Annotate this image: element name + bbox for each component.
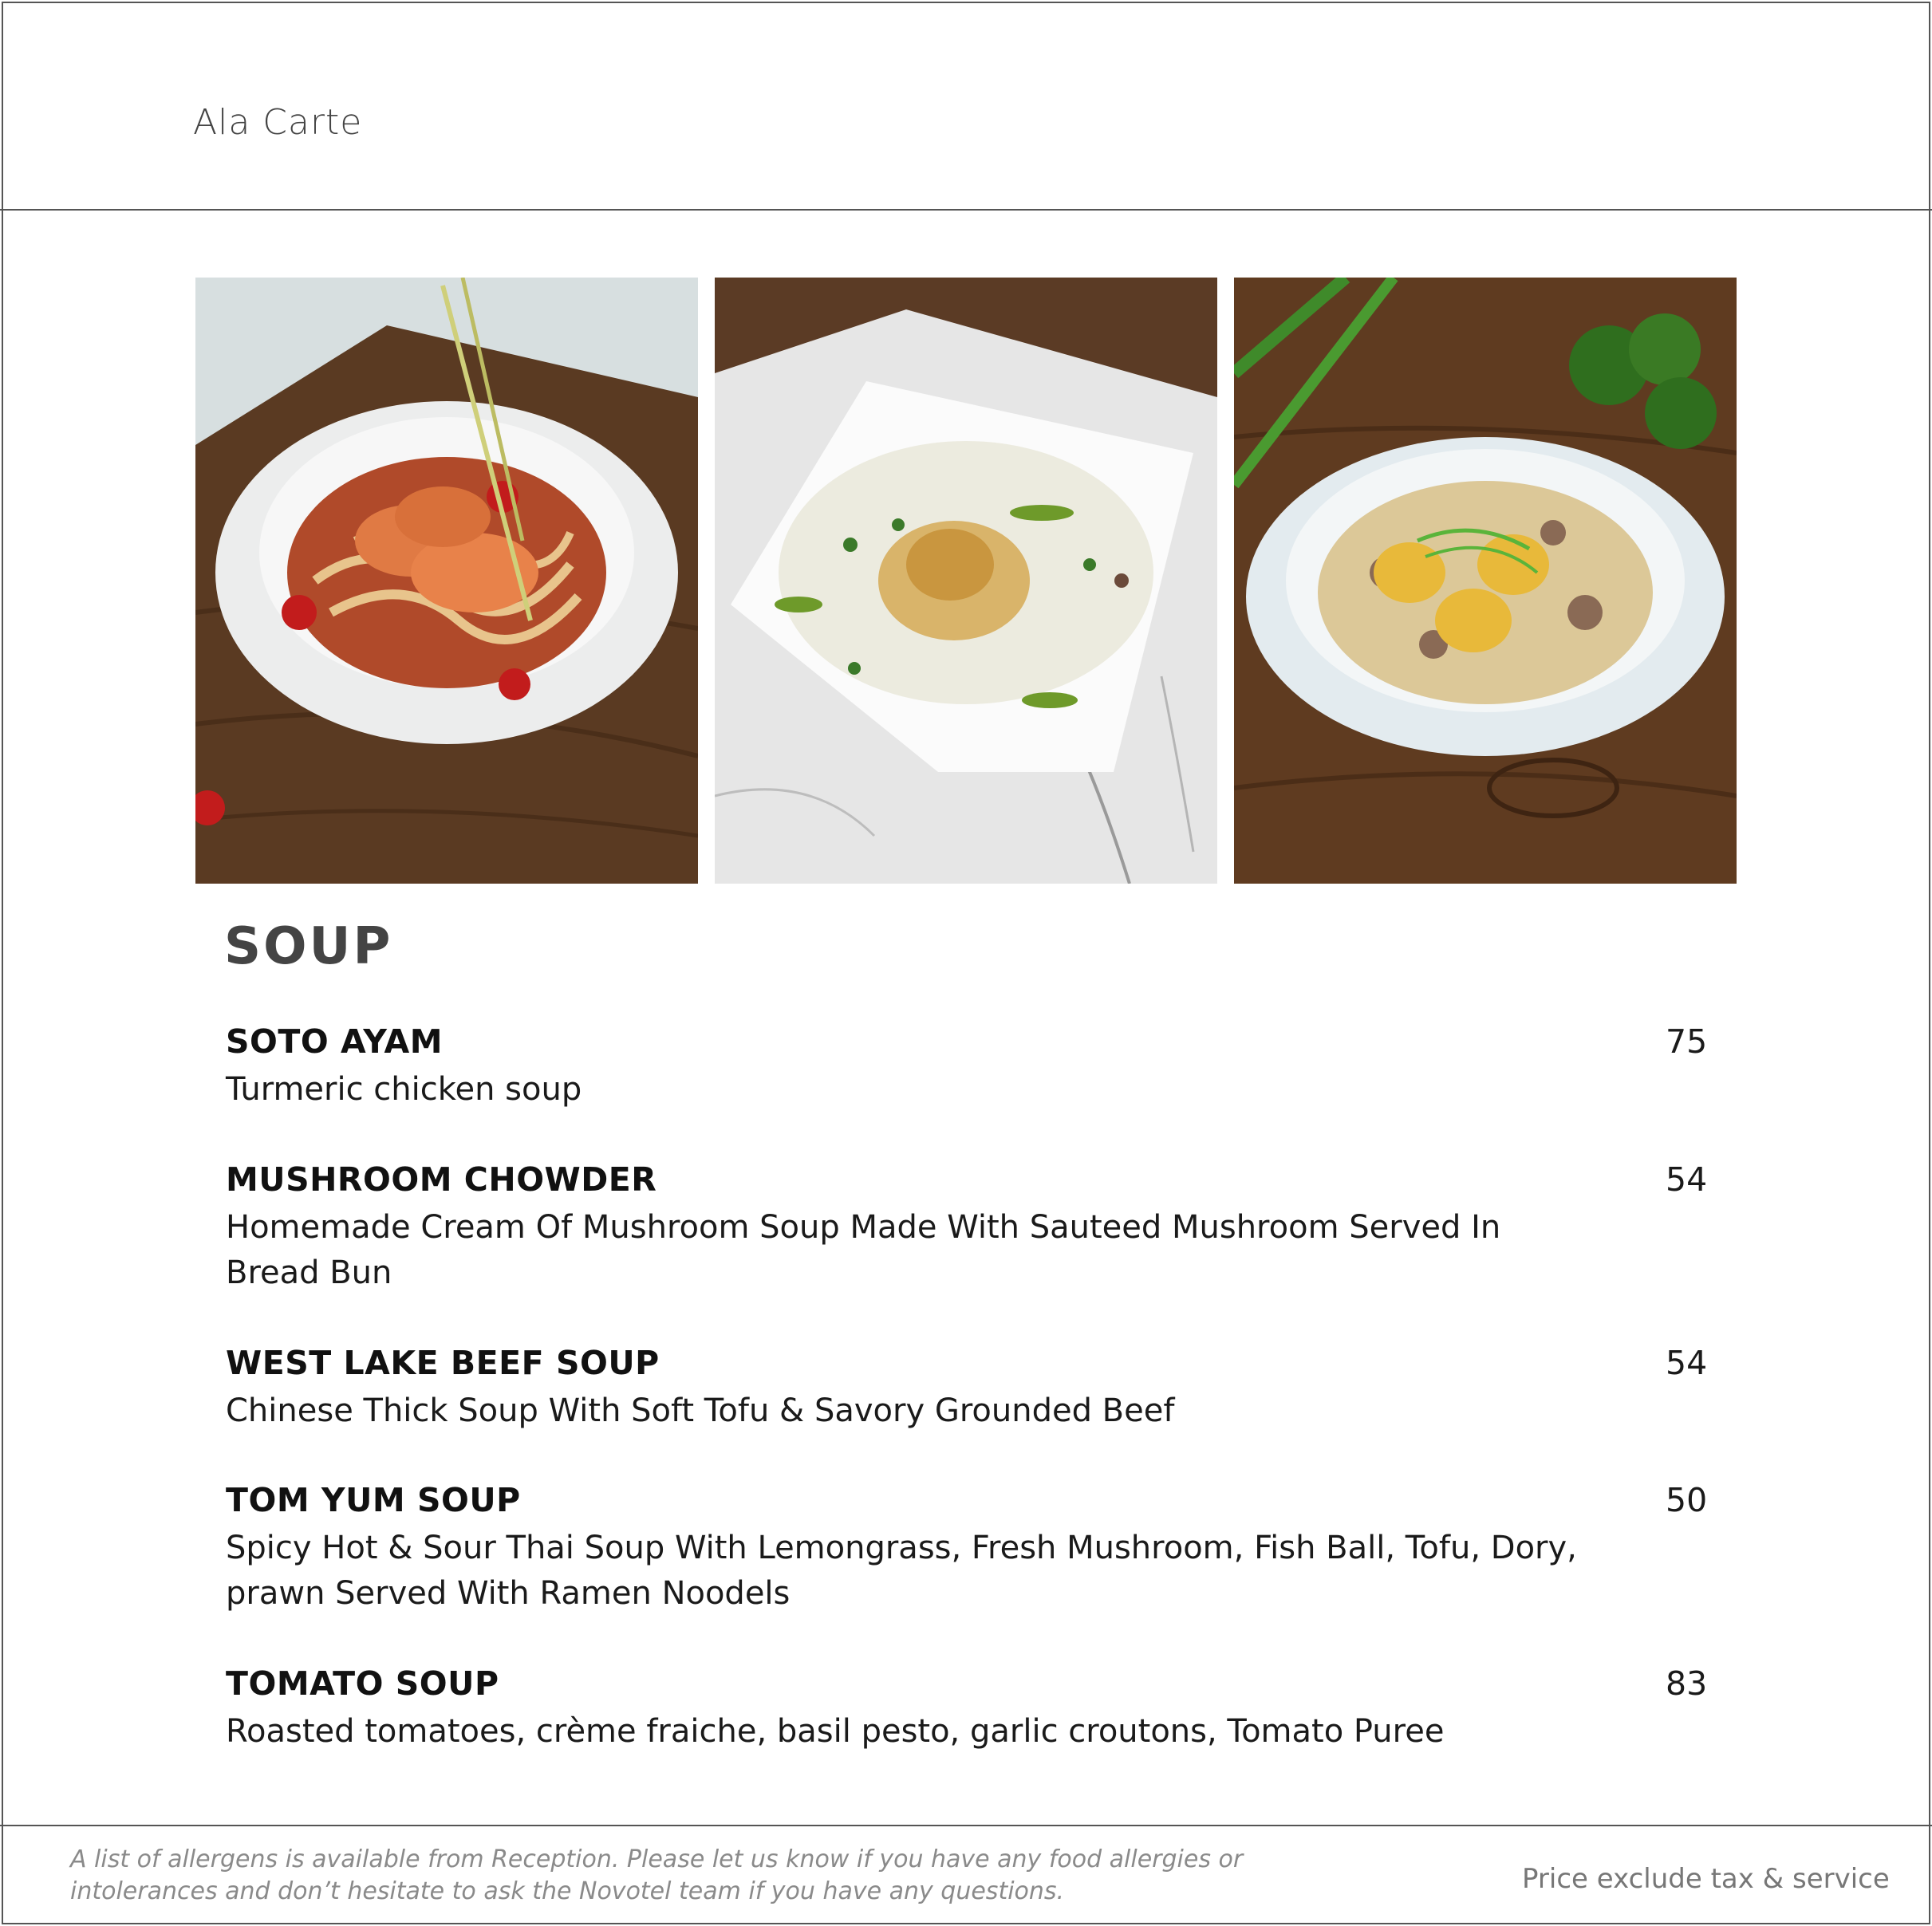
item-description: Roasted tomatoes, crème fraiche, basil pesto, garlic croutons, Tomato Puree (226, 1713, 1445, 1750)
item-price: 83 (1666, 1664, 1708, 1703)
item-description: Homemade Cream Of Mushroom Soup Made With Sauteed Mushroom Served In Bread Bun (226, 1209, 1501, 1291)
menu-item-soto-ayam (226, 1021, 1709, 1113)
west-lake-beef-soup-photo (1234, 278, 1737, 884)
menu-item-tomato-soup (226, 1663, 1709, 1755)
item-price: 75 (1666, 1022, 1708, 1061)
item-name: SOTO AYAM (226, 1022, 444, 1061)
item-price: 50 (1666, 1481, 1708, 1519)
item-name: MUSHROOM CHOWDER (226, 1160, 657, 1199)
menu-item-tom-yum-soup (226, 1479, 1709, 1617)
item-description: Chinese Thick Soup With Soft Tofu & Savory Grounded Beef (226, 1392, 1175, 1429)
allergen-note: A list of allergens is available from Reception. Please let us know if you have any food allergies or intolerances and don’t hesitate to ask the Novotel team if you have any questions. (70, 1845, 1244, 1905)
item-description: Spicy Hot & Sour Thai Soup With Lemongrass, Fresh Mushroom, Fish Ball, Tofu, Dory, prawn Served With Ramen Noodels (226, 1530, 1577, 1612)
item-price: 54 (1666, 1160, 1708, 1199)
item-name: WEST LAKE BEEF SOUP (226, 1344, 660, 1382)
header-divider (0, 209, 1932, 211)
mushroom-chowder-photo (715, 278, 1217, 884)
item-price: 54 (1666, 1344, 1708, 1382)
tom-yum-photo (195, 278, 698, 884)
section-title: SOUP (224, 917, 393, 976)
item-name: TOMATO SOUP (226, 1664, 499, 1703)
price-note: Price exclude tax & service (1522, 1863, 1890, 1895)
menu-item-mushroom-chowder (226, 1159, 1709, 1296)
item-name: TOM YUM SOUP (226, 1481, 521, 1519)
page-title: Ala Carte (193, 102, 363, 143)
item-description: Turmeric chicken soup (226, 1071, 582, 1108)
footer-divider (0, 1825, 1932, 1826)
menu-item-west-lake-beef-soup (226, 1342, 1709, 1434)
